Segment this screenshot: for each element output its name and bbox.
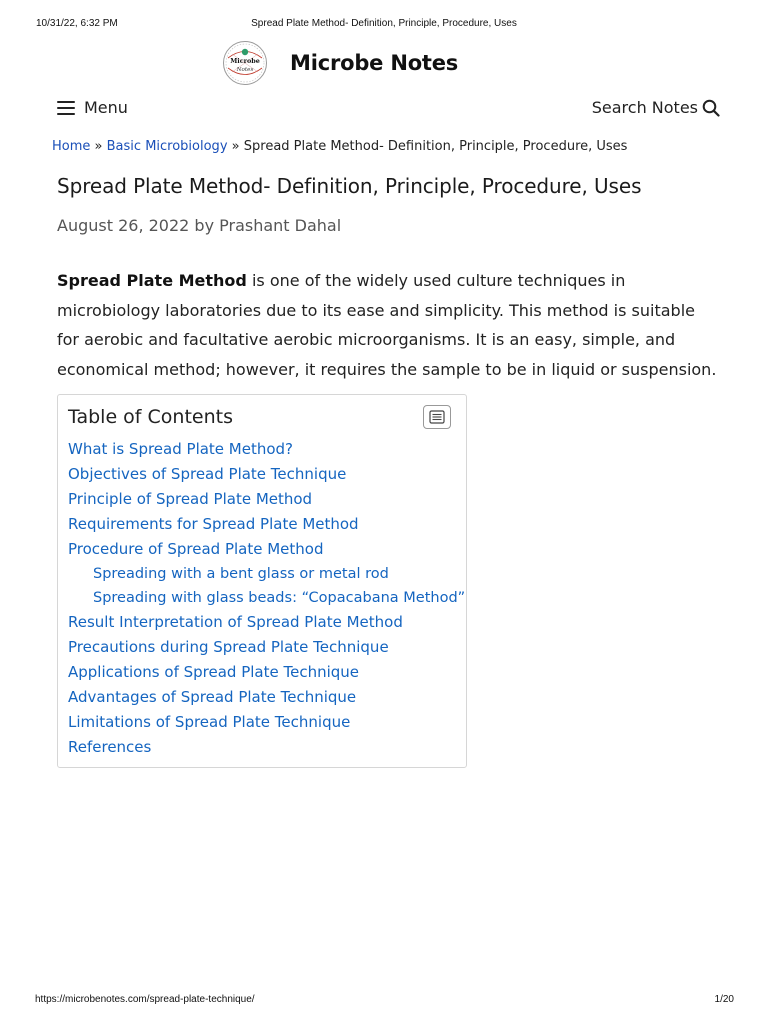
toc-subitem[interactable]: Spreading with a bent glass or metal rod [93,566,389,582]
intro-bold-term: Spread Plate Method [57,271,247,290]
list-toggle-icon[interactable] [424,406,450,428]
search-icon[interactable] [702,99,720,117]
toc-item[interactable]: Applications of Spread Plate Technique [68,663,360,681]
toc-item[interactable]: Limitations of Spread Plate Technique [68,713,351,731]
toc-item[interactable]: Precautions during Spread Plate Technique [68,638,389,656]
print-footer [0,994,768,1006]
toc-item[interactable]: Procedure of Spread Plate Method [68,540,324,558]
intro-text: is one of the widely used culture techniques in microbiology laboratories due to its ease and simplicity. This method is suitable for aerobic and facultative aerobic microorganisms. It is an easy, simple, and economical method; however, it requires the sample to be in liquid or suspension. [57,271,717,379]
print-url: https://microbenotes.com/spread-plate-technique/ [35,994,255,1005]
article-byline: August 26, 2022 by Prashant Dahal [57,216,342,235]
breadcrumb-separator: » [94,139,103,154]
print-header [0,18,768,30]
site-branding[interactable] [222,40,458,86]
toc-item[interactable]: Requirements for Spread Plate Method [68,515,359,533]
toc-item[interactable]: Result Interpretation of Spread Plate Method [68,613,403,631]
toc-subitem[interactable]: Spreading with glass beads: “Copacabana Method” [93,590,466,606]
site-logo[interactable] [222,40,268,86]
breadcrumb-home-link[interactable]: Home [52,139,91,154]
hamburger-icon[interactable] [57,101,75,115]
toc-item[interactable]: What is Spread Plate Method? [68,440,294,458]
toc-toggle-button[interactable] [423,405,451,429]
breadcrumb-current: Spread Plate Method- Definition, Principle, Procedure, Uses [243,139,628,154]
intro-paragraph [57,266,717,384]
breadcrumb-separator: » [231,139,240,154]
svg-text:Notes: Notes [236,67,254,73]
menu-button[interactable] [57,98,128,117]
toc-item[interactable]: References [68,738,152,756]
menu-label[interactable]: Menu [84,98,128,117]
print-page-number: 1/20 [714,994,734,1005]
print-document-title: Spread Plate Method- Definition, Principle, Procedure, Uses [251,18,517,29]
search-label[interactable]: Search Notes [591,98,698,117]
site-name[interactable]: Microbe Notes [290,51,459,75]
breadcrumb-category-link[interactable]: Basic Microbiology [106,139,228,154]
page-title: Spread Plate Method- Definition, Principle, Procedure, Uses [57,174,642,198]
search-button[interactable] [592,98,720,117]
toc-list [68,437,466,760]
svg-text:Microbe: Microbe [230,57,260,65]
toc-item[interactable]: Principle of Spread Plate Method [68,490,313,508]
toc-item[interactable]: Advantages of Spread Plate Technique [68,688,357,706]
toc-title: Table of Contents [68,406,233,428]
toc-item[interactable]: Objectives of Spread Plate Technique [68,465,347,483]
print-datetime: 10/31/22, 6:32 PM [36,18,118,29]
main-navigation [57,98,720,124]
table-of-contents [57,394,467,768]
breadcrumb [52,139,627,154]
